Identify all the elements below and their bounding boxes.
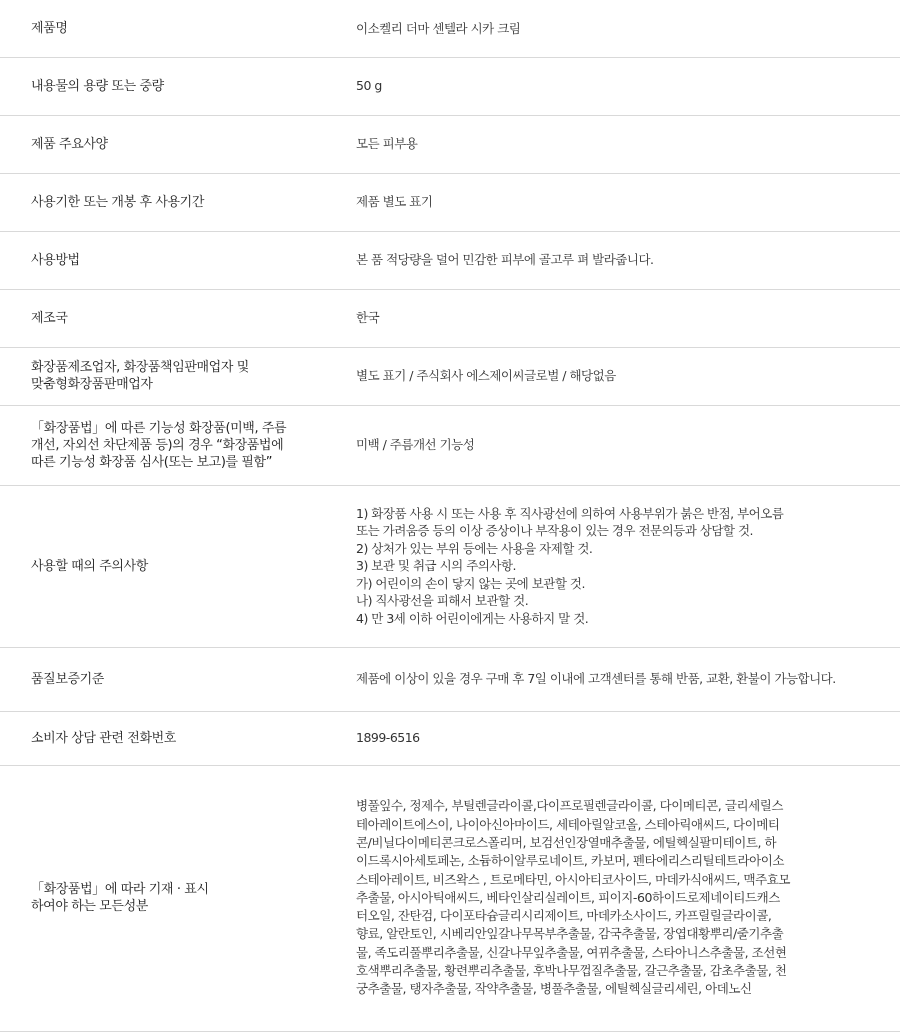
row-label: 사용할 때의 주의사항 [0,485,326,647]
ingredient-line: 궁추출물, 탱자추출물, 작약추출물, 병풀추출물, 에틸헥실글리세린, 아데노신 [356,981,752,997]
label-line: 하여야 하는 모든성분 [31,899,148,914]
row-label [0,765,326,1031]
ingredient-line: 향료, 알란토인, 시베리안잎갈나무목부추출물, 감국추출물, 장엽대황뿌리/줄기추출 [356,926,784,942]
table-row-ingredients [0,765,900,1031]
ingredient-line: 테아레이트에스이, 나이아신아마이드, 세테아릴알코올, 스테아릭애씨드, 다이메티 [356,816,780,832]
caution-line: 가) 어린이의 손이 닿지 않는 곳에 보관할 것. [356,575,585,591]
ingredient-line: 터오일, 잔탄검, 다이포타슘글리시리제이트, 마데카소사이드, 카프릴릴글라이콜, [356,908,772,924]
row-value: 제품에 이상이 있을 경우 구매 후 7일 이내에 고객센터를 통해 반품, 교환, 환불이 가능합니다. [326,647,900,711]
table-row-country [0,289,900,347]
table-row-phone [0,711,900,765]
table-row-volume [0,57,900,115]
table-row-quality [0,647,900,711]
ingredient-line: 병풀잎수, 정제수, 부틸렌글라이콜,다이프로필렌글라이콜, 다이메티콘, 글리세릴스 [356,798,783,814]
row-value: 이소켈리 더마 센텔라 시카 크림 [326,0,900,57]
row-value: 미백 / 주름개선 기능성 [326,405,900,485]
row-value: 한국 [326,289,900,347]
ingredients-list [326,765,900,1031]
ingredient-line: 호색뿌리추출물, 황련뿌리추출물, 후박나무껍질추출물, 갈근추출물, 감초추출물, 천 [356,963,787,979]
row-value: 1899-6516 [326,711,900,765]
table-row-manufacturer [0,347,900,405]
caution-line: 4) 만 3세 이하 어린이에게는 사용하지 말 것. [356,610,589,626]
caution-line: 3) 보관 및 취급 시의 주의사항. [356,558,516,574]
label-line: 개선, 자외선 차단제품 등)의 경우 “화장품법에 [31,437,284,453]
row-value: 모든 피부용 [326,115,900,173]
caution-line: 1) 화장품 사용 시 또는 사용 후 직사광선에 의하여 사용부위가 붉은 반점, 부어오름 [356,505,784,521]
row-value: 별도 표기 / 주식회사 에스제이씨글로벌 / 해당없음 [326,347,900,405]
table-row-usage [0,231,900,289]
row-label: 제품명 [0,0,326,57]
row-label: 내용물의 용량 또는 중량 [0,57,326,115]
ingredient-line: 콘/비닐다이메티콘크로스폴리머, 보검선인장열매추출물, 에틸헥실팔미테이트, 하 [356,834,777,850]
label-line: 「화장품법」에 따른 기능성 화장품(미백, 주름 [31,420,287,436]
caution-line: 2) 상처가 있는 부위 등에는 사용을 자제할 것. [356,540,593,556]
table-row-main-spec [0,115,900,173]
table-row-functional [0,405,900,485]
row-value: 50 g [326,57,900,115]
row-label: 제품 주요사양 [0,115,326,173]
caution-line: 나) 직사광선을 피해서 보관할 것. [356,593,529,609]
row-label: 사용기한 또는 개봉 후 사용기간 [0,173,326,231]
row-label: 사용방법 [0,231,326,289]
row-value: 본 품 적당량을 덜어 민감한 피부에 골고루 펴 발라줍니다. [326,231,900,289]
table-row-product-name [0,0,900,57]
ingredient-line: 물, 족도리풀뿌리추출물, 신갈나무잎추출물, 여뀌추출물, 스타아니스추출물, 조선현 [356,944,787,960]
row-label: 제조국 [0,289,326,347]
row-label [0,405,326,485]
row-label: 품질보증기준 [0,647,326,711]
row-label [0,347,326,405]
table-row-cautions [0,485,900,647]
ingredient-line: 추출물, 아시아틱애씨드, 베타인살리실레이트, 피이지-60하이드로제네이티드캐스 [356,889,780,905]
label-line: 화장품제조업자, 화장품책임판매업자 및 [31,360,249,375]
row-label: 소비자 상담 관련 전화번호 [0,711,326,765]
label-line: 맞춤형화장품판매업자 [31,377,153,392]
row-value [326,485,900,647]
row-value: 제품 별도 표기 [326,173,900,231]
label-line: 「화장품법」에 따라 기재 · 표시 [31,882,209,897]
ingredient-line: 스테아레이트, 비즈왁스 , 트로메타민, 아시아티코사이드, 마데카식애씨드, 맥주효모 [356,871,791,887]
ingredient-line: 이드록시아세토페논, 소듐하이알루로네이트, 카보머, 펜타에리스리틸테트라아이소 [356,853,785,869]
caution-line: 또는 가려움증 등의 이상 증상이나 부작용이 있는 경우 전문의등과 상담할 것. [356,523,754,539]
table-row-expiry [0,173,900,231]
label-line: 따른 기능성 화장품 심사(또는 보고)를 필함” [31,454,273,470]
